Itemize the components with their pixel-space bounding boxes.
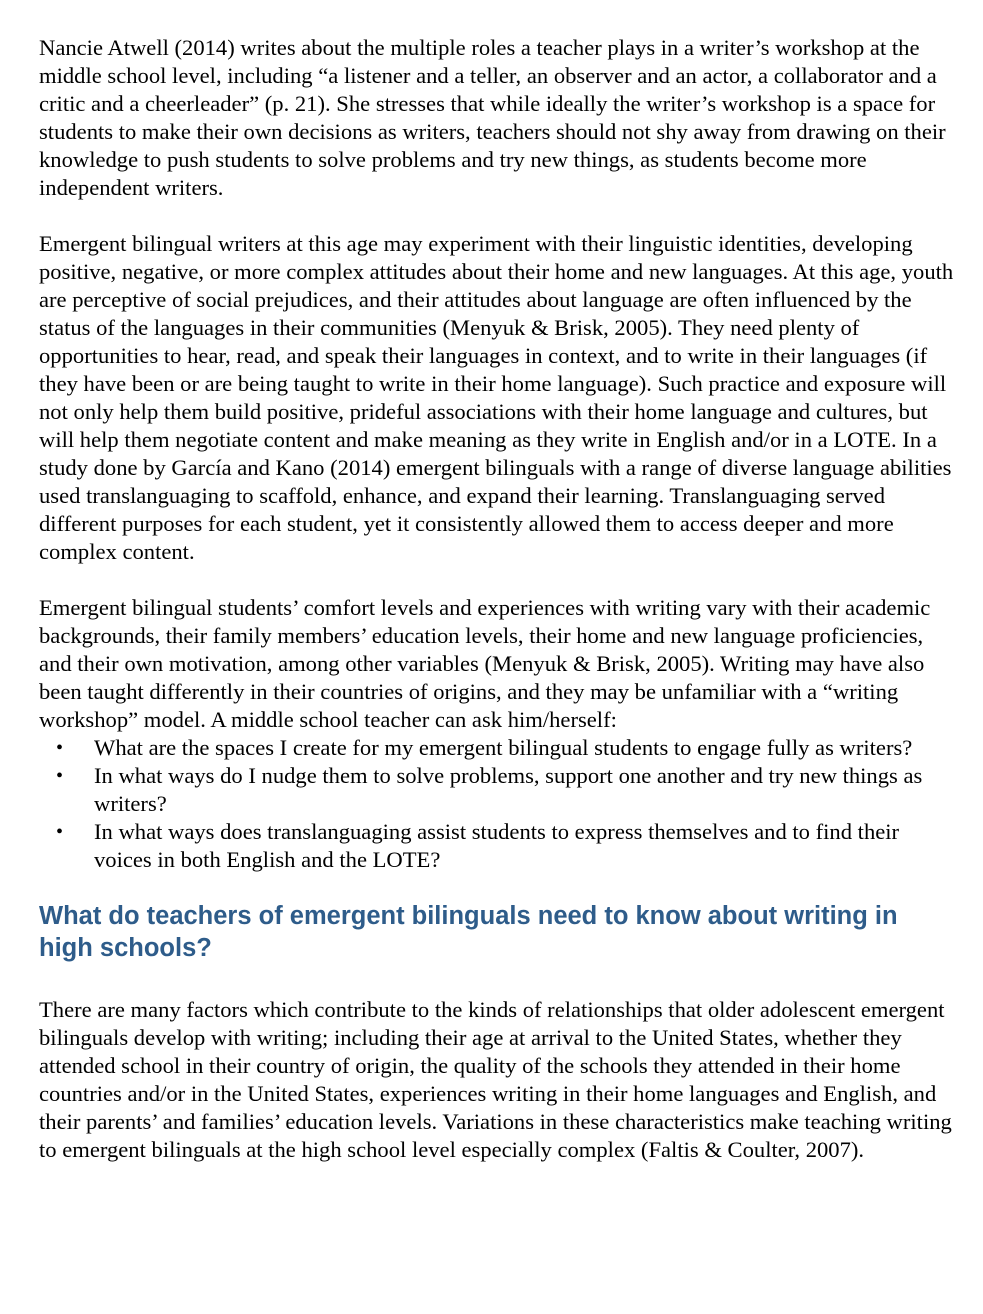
question-text: In what ways do I nudge them to solve problems, support one another and try new things as writers?: [94, 763, 923, 816]
reflection-questions-list: [39, 734, 957, 874]
document-page: [39, 34, 957, 1164]
paragraph-high-school-factors: There are many factors which contribute to the kinds of relationships that older adolescent emergent bilinguals develop with writing; including their age at arrival to the United States, whether they attended school in their country of origin, the quality of the schools they attended in their home countries and/or in the United States, experiences writing in their home languages and English, and their parents’ and families’ education levels. Variations in these characteristics make teaching writing to emergent bilinguals at the high school level especially complex (Faltis & Coulter, 2007).: [39, 997, 952, 1162]
bullet-icon: •: [56, 737, 64, 759]
paragraph-atwell-roles: Nancie Atwell (2014) writes about the multiple roles a teacher plays in a writer’s workshop at the middle school level, including “a listener and a teller, an observer and an actor, a collaborator and a critic and a cheerleader” (p. 21). She stresses that while ideally the writer’s workshop is a space for students to make their own decisions as writers, teachers should not shy away from drawing on their knowledge to push students to solve problems and try new things, as students become more independent writers.: [39, 35, 946, 200]
paragraph-linguistic-identities: Emergent bilingual writers at this age may experiment with their linguistic identities, developing positive, negative, or more complex attitudes about their home and new languages. At this age, youth are perceptive of social prejudices, and their attitudes about language are often influenced by the status of the languages in their communities (Menyuk & Brisk, 2005). They need plenty of opportunities to hear, read, and speak their languages in context, and to write in their languages (if they have been or are being taught to write in their home language). Such practice and exposure will not only help them build positive, prideful associations with their home language and cultures, but will help them negotiate content and make meaning as they write in English and/or in a LOTE. In a study done by García and Kano (2014) emergent bilinguals with a range of diverse language abilities used translanguaging to scaffold, enhance, and expand their learning. Translanguaging served different purposes for each student, yet it consistently allowed them to access deeper and more complex content.: [39, 231, 954, 564]
list-item: [39, 762, 957, 818]
bullet-icon: •: [56, 765, 64, 787]
question-text: In what ways does translanguaging assist students to express themselves and to find their voices in both English and the LOTE?: [94, 819, 900, 872]
list-item: [39, 818, 957, 874]
section-heading: What do teachers of emergent bilinguals need to know about writing in high schools?: [39, 902, 898, 962]
question-text: What are the spaces I create for my emergent bilingual students to engage fully as writers?: [94, 735, 913, 760]
bullet-icon: •: [56, 821, 64, 843]
paragraph-comfort-levels: Emergent bilingual students’ comfort levels and experiences with writing vary with their academic backgrounds, their family members’ education levels, their home and new language proficiencies, and their own motivation, among other variables (Menyuk & Brisk, 2005). Writing may have also been taught differently in their countries of origins, and they may be unfamiliar with a “writing workshop” model. A middle school teacher can ask him/herself:: [39, 595, 931, 732]
list-item: [39, 734, 957, 762]
